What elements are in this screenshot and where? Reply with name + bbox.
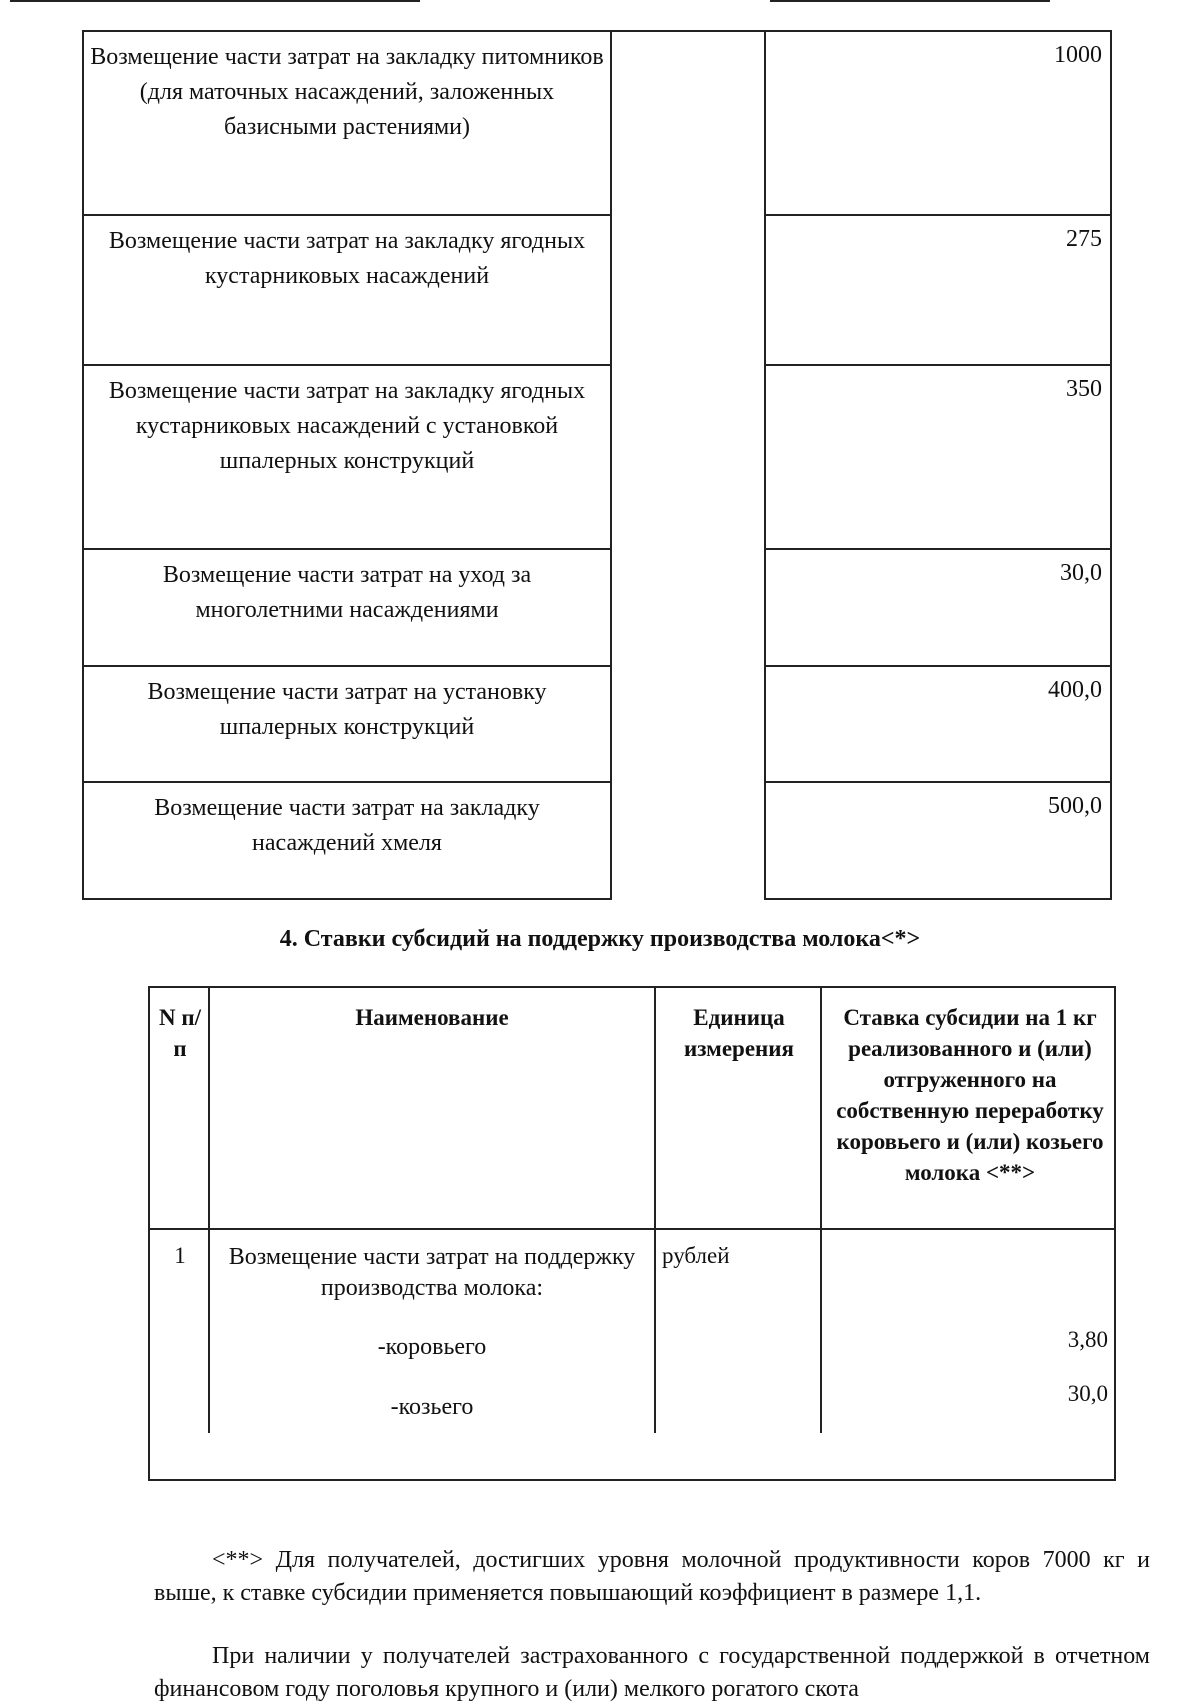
body-paragraph: При наличии у получателей застрахованного с государственной поддержкой в отчетном финансовом году поголовья крупного и (или) мелкого рогатого скота (154, 1643, 1150, 1702)
row-name: Возмещение части затрат на закладку насаждений хмеля (154, 795, 540, 856)
item-label-goat: -козьего (390, 1394, 474, 1420)
header-name: Наименование (355, 1005, 509, 1030)
row-value: 30,0 (764, 550, 1112, 667)
empty-unit-column (610, 30, 766, 892)
item-value-goat: 30,0 (1067, 1381, 1108, 1406)
header-divider (150, 1228, 1114, 1230)
header-unit: Единица измерения (684, 1005, 794, 1061)
row-name: Возмещение части затрат на поддержку производства молока: (228, 1244, 636, 1301)
column-divider (820, 988, 822, 1433)
table-row (82, 30, 612, 216)
table-row (82, 216, 612, 366)
top-rule-gap (420, 0, 770, 3)
row-name: Возмещение части затрат на закладку ягодных кустарниковых насаждений (108, 228, 586, 289)
row-name: Возмещение части затрат на уход за многолетними насаждениями (162, 562, 532, 623)
row-value: 400,0 (764, 667, 1112, 783)
section-title: 4. Ставки субсидий на поддержку производства молока<*> (279, 926, 921, 952)
item-value-cow: 3,80 (1067, 1327, 1108, 1352)
milk-subsidy-table (148, 986, 1116, 1481)
row-unit: рублей (662, 1243, 730, 1268)
table-row (82, 550, 612, 667)
row-name: Возмещение части затрат на установку шпалерных конструкций (147, 679, 547, 740)
row-value: 275 (764, 216, 1112, 366)
item-label-cow: -коровьего (377, 1334, 487, 1360)
row-name: Возмещение части затрат на закладку питомников (для маточных насаждений, заложенных базисными растениями) (90, 44, 604, 140)
row-name: Возмещение части затрат на закладку ягодных кустарниковых насаждений с установкой шпалерных конструкций (108, 378, 586, 474)
column-divider (208, 988, 210, 1433)
footnote-paragraph: <**> Для получателей, достигших уровня молочной продуктивности коров 7000 кг и выше, к ставке субсидии применяется повышающий коэффициент в размере 1,1. (154, 1547, 1150, 1606)
column-divider (654, 988, 656, 1433)
header-num: N п/п (158, 1005, 201, 1061)
row-value: 1000 (764, 30, 1112, 216)
table-row (82, 366, 612, 550)
table-row (82, 783, 612, 900)
header-rate: Ставка субсидии на 1 кг реализованного и (или) отгруженного на собственную переработку коровьего и (или) козьего молока <**> (836, 1005, 1104, 1185)
table-row (82, 667, 612, 783)
row-value: 350 (764, 366, 1112, 550)
row-num: 1 (174, 1243, 186, 1268)
row-value: 500,0 (764, 783, 1112, 900)
